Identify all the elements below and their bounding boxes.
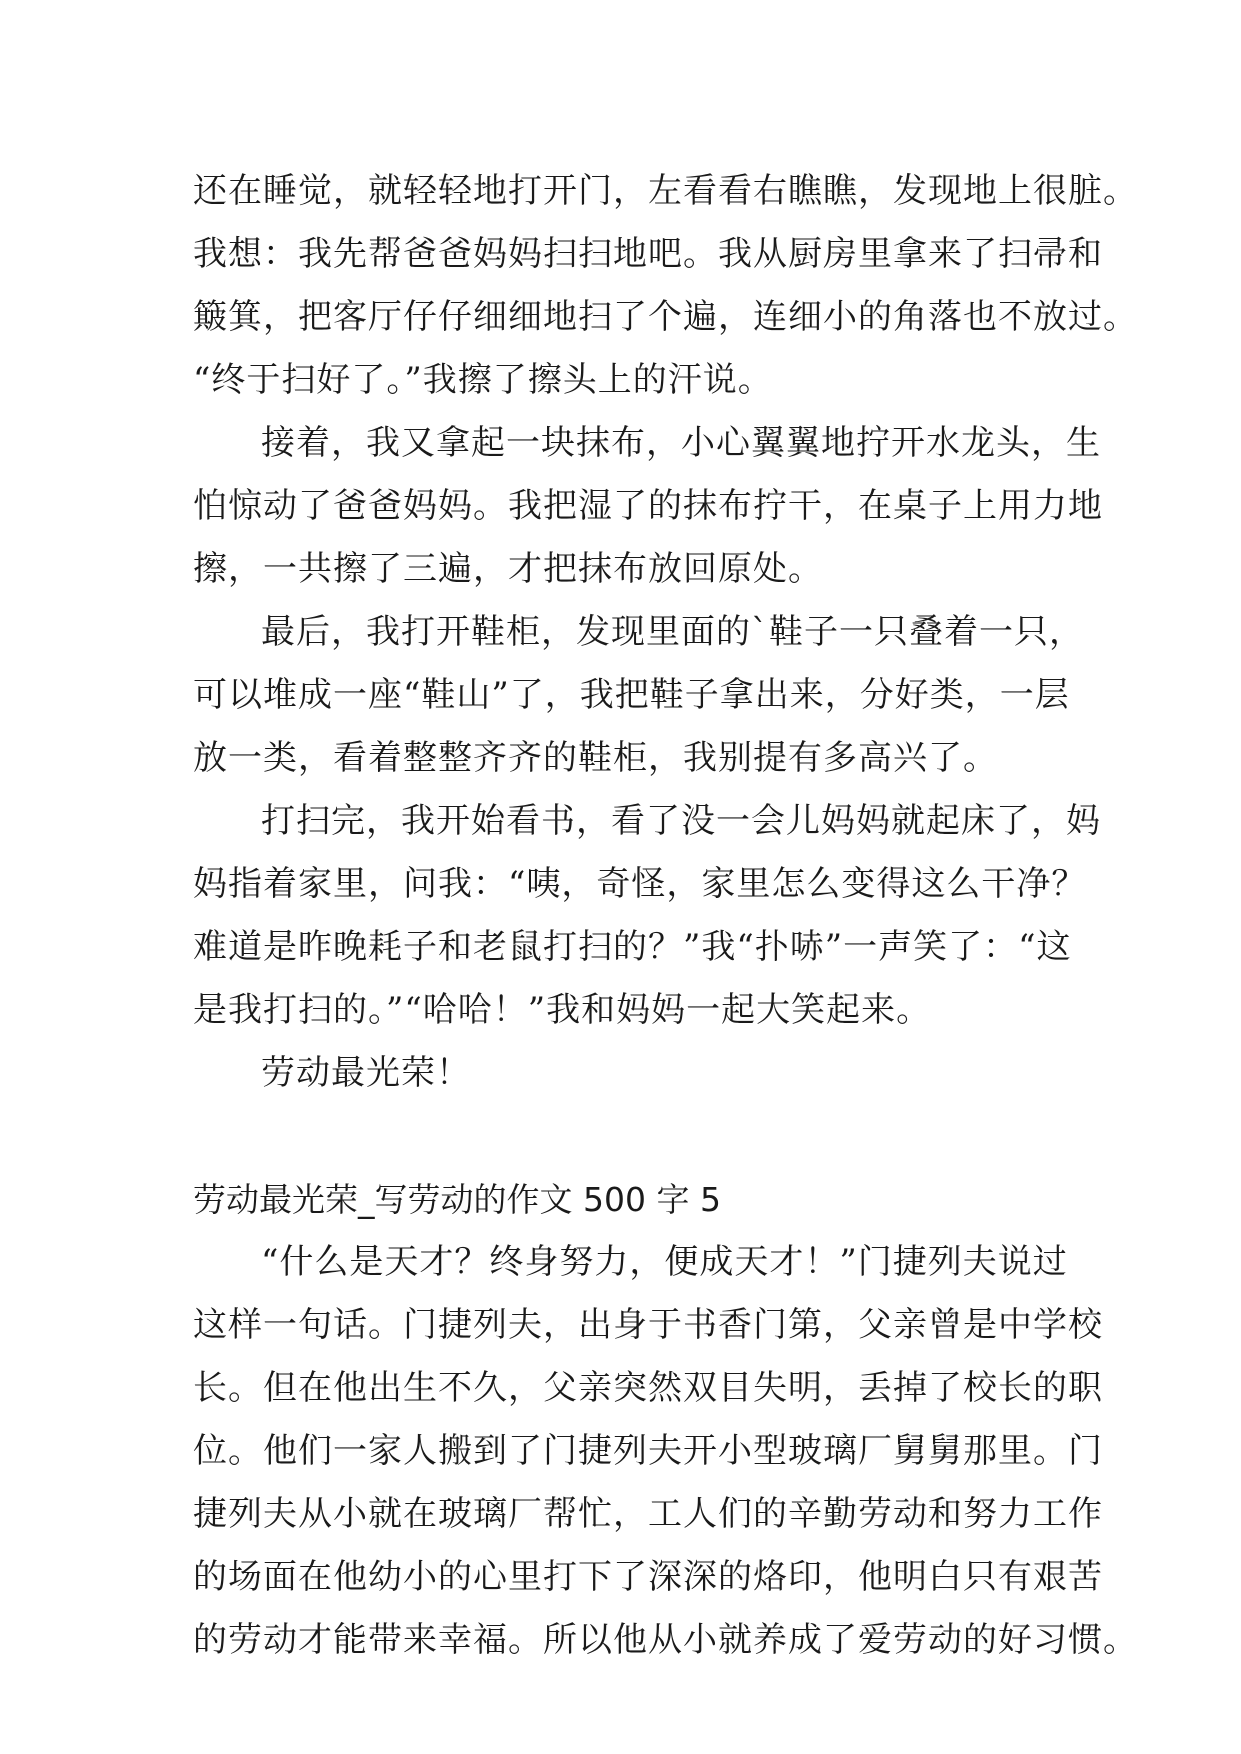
text-line: 长。但在他出生不久，父亲突然双目失明，丢掉了校长的职: [193, 1368, 1103, 1408]
text-line: 擦，一共擦了三遍，才把抹布放回原处。: [193, 549, 823, 589]
text-line: “什么是天才？终身努力，便成天才！”门捷列夫说过: [261, 1242, 1068, 1282]
text-line: 怕惊动了爸爸妈妈。我把湿了的抹布拧干，在桌子上用力地: [193, 486, 1103, 526]
paragraph: [193, 1231, 1138, 1672]
text-line: 放一类，看着整整齐齐的鞋柜，我别提有多高兴了。: [193, 738, 998, 778]
text-line: 可以堆成一座“鞋山”了，我把鞋子拿出来，分好类，一层: [193, 675, 1070, 715]
paragraph: [193, 601, 1084, 790]
text-line: 难道是昨晚耗子和老鼠打扫的？”我“扑哧”一声笑了：“这: [193, 927, 1072, 967]
text-line: “终于扫好了。”我擦了擦头上的汗说。: [193, 360, 773, 400]
text-line: 的劳动才能带来幸福。所以他从小就养成了爱劳动的好习惯。: [193, 1620, 1138, 1660]
text-line: 我想：我先帮爸爸妈妈扫扫地吧。我从厨房里拿来了扫帚和: [193, 234, 1103, 274]
text-line: 妈指着家里，问我：“咦，奇怪，家里怎么变得这么干净？: [193, 864, 1087, 904]
paragraph: [193, 1042, 1053, 1105]
text-line: 这样一句话。门捷列夫，出身于书香门第，父亲曾是中学校: [193, 1305, 1103, 1345]
text-line: 捷列夫从小就在玻璃厂帮忙，工人们的辛勤劳动和努力工作: [193, 1494, 1103, 1534]
paragraph: [193, 790, 1101, 1042]
document-page: [193, 160, 1138, 1672]
section-heading: 劳动最光荣_写劳动的作文 500 字 5: [193, 1180, 721, 1219]
text-line: 是我打扫的。”“哈哈！”我和妈妈一起大笑起来。: [193, 990, 932, 1030]
text-line: 位。他们一家人搬到了门捷列夫开小型玻璃厂舅舅那里。门: [193, 1431, 1103, 1471]
text-line: 劳动最光荣！: [261, 1053, 471, 1093]
text-line: 的场面在他幼小的心里打下了深深的烙印，他明白只有艰苦: [193, 1557, 1103, 1597]
paragraph: [193, 412, 1103, 601]
text-line: 打扫完，我开始看书，看了没一会儿妈妈就起床了，妈: [261, 801, 1101, 841]
text-line: 最后，我打开鞋柜，发现里面的`鞋子一只叠着一只，: [261, 612, 1084, 652]
text-line: 簸箕，把客厅仔仔细细地扫了个遍，连细小的角落也不放过。: [193, 297, 1138, 337]
text-line: 接着，我又拿起一块抹布，小心翼翼地拧开水龙头，生: [261, 423, 1101, 463]
text-line: 还在睡觉，就轻轻地打开门，左看看右瞧瞧，发现地上很脏。: [193, 171, 1138, 211]
paragraph: [193, 160, 1138, 412]
